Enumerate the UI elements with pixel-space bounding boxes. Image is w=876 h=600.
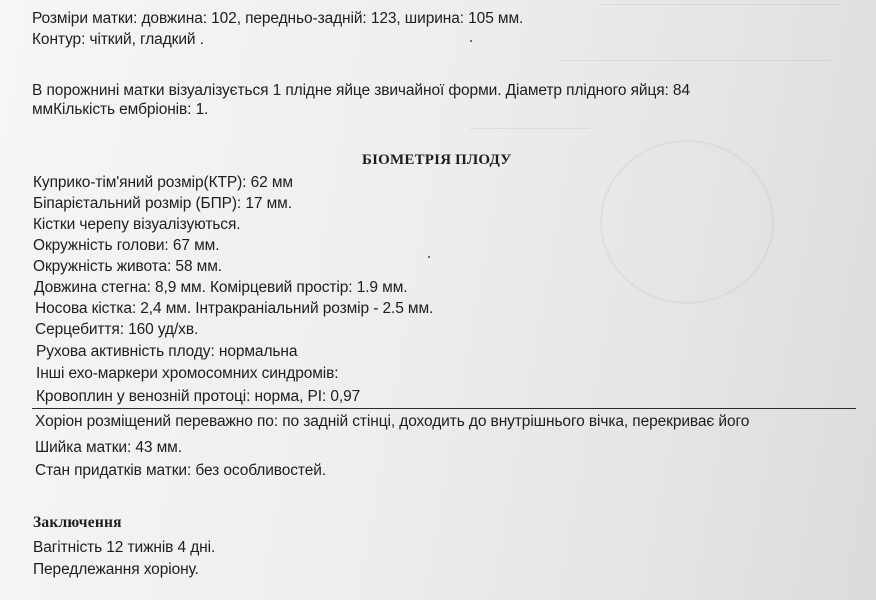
cervix-line: Шийка матки: 43 мм.: [35, 439, 182, 456]
biometry-item-nasal-intracranial: Носова кістка: 2,4 мм. Інтракраніальний розмір - 2.5 мм.: [35, 300, 434, 317]
uterus-contour-line: Контур: чіткий, гладкий .: [32, 31, 204, 48]
conclusion-line-1: Вагітність 12 тижнів 4 дні.: [33, 539, 216, 556]
cavity-line-2: ммКількість ембріонів: 1.: [32, 101, 209, 118]
biometry-item-echo-markers: Інші ехо-маркери хромосомних синдромів:: [36, 365, 339, 382]
cavity-line-1: В порожнині матки візуалізується 1 плідне яйце звичайної форми. Діаметр плідного яйця: 84: [32, 82, 690, 99]
conclusion-line-2: Передлежання хоріону.: [33, 561, 199, 578]
biometry-item-skull: Кістки черепу візуалізуються.: [33, 216, 241, 233]
conclusion-heading: Заключення: [33, 514, 122, 531]
adnexa-line: Стан придатків матки: без особливостей.: [35, 462, 327, 479]
show-through-stamp: [600, 140, 774, 304]
chorion-line: Хоріон розміщений переважно по: по задній стінці, доходить до внутрішнього вічка, перекриває його: [35, 413, 750, 430]
uterus-size-line: Розміри матки: довжина: 102, передньо-задній: 123, ширина: 105 мм.: [32, 10, 524, 27]
biometry-item-ductus-venosus: Кровоплин у венозній протоці: норма, PI: 0,97: [36, 388, 361, 405]
ink-speck: [428, 256, 430, 258]
biometry-item-ktr: Куприко-тім'яний розмір(КТР): 62 мм: [33, 174, 293, 191]
biometry-item-motor-activity: Рухова активність плоду: нормальна: [36, 343, 298, 360]
show-through-line: [560, 60, 830, 61]
show-through-line: [470, 128, 590, 129]
biometry-heading: БІОМЕТРІЯ ПЛОДУ: [362, 152, 512, 168]
biometry-item-heartbeat: Серцебиття: 160 уд/хв.: [35, 321, 199, 338]
biometry-item-femur-nuchal: Довжина стегна: 8,9 мм. Комірцевий простір: 1.9 мм.: [34, 279, 408, 296]
biometry-item-bpr: Біпарієтальний розмір (БПР): 17 мм.: [33, 195, 292, 212]
biometry-item-abdomen-circumference: Окружність живота: 58 мм.: [33, 258, 223, 275]
section-divider: [32, 408, 856, 409]
biometry-item-head-circumference: Окружність голови: 67 мм.: [33, 237, 220, 254]
show-through-line: [600, 4, 840, 5]
ink-speck: [470, 40, 472, 42]
